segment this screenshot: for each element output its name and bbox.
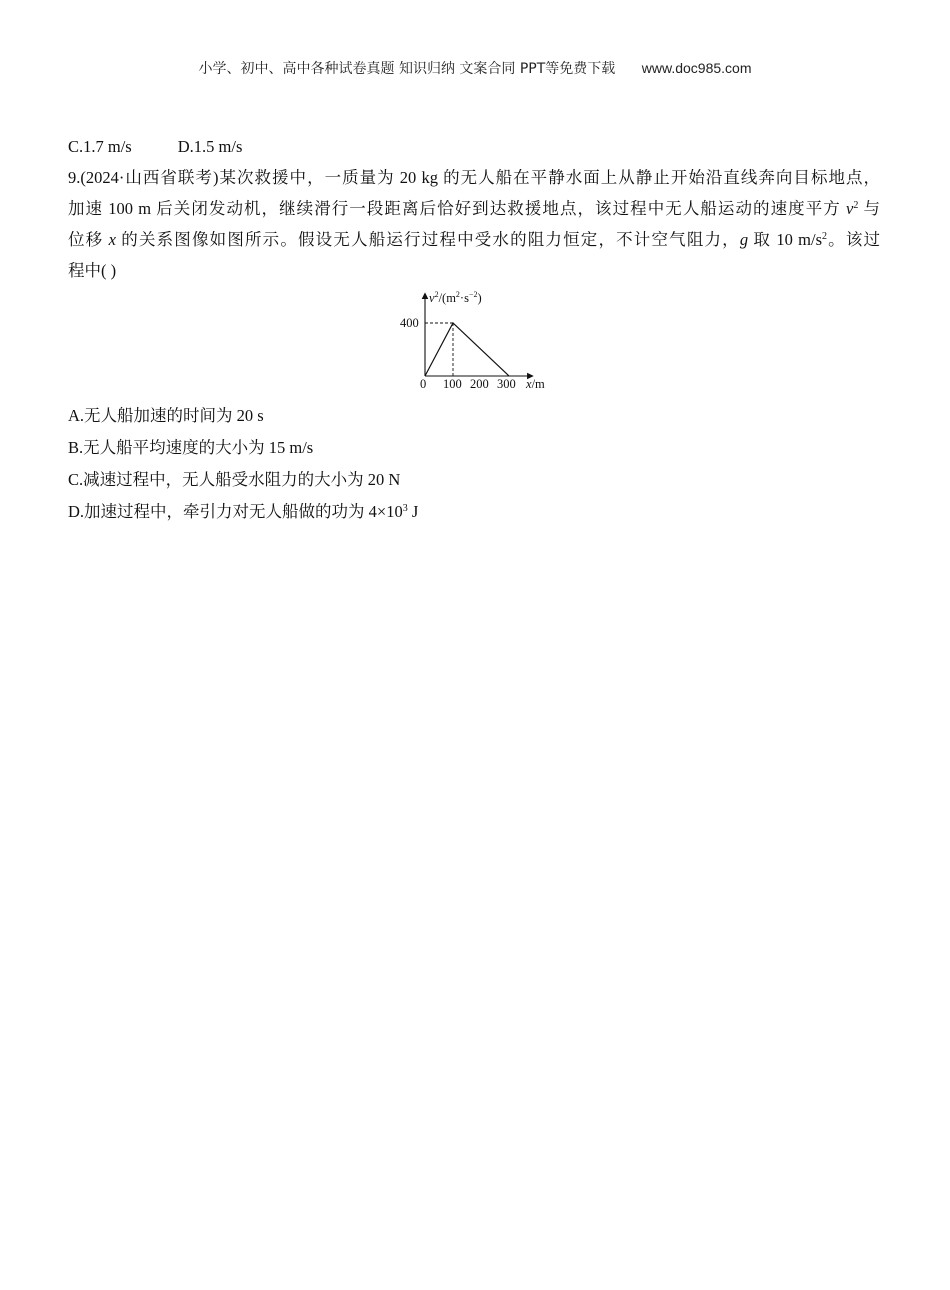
x-axis-label: x/m bbox=[526, 377, 545, 391]
y-tick-400: 400 bbox=[400, 316, 419, 330]
option-d: D.加速过程中，牵引力对无人船做的功为 $4\times 10^3$ J bbox=[68, 502, 419, 521]
prev-option-c: C.1.7 m/s bbox=[68, 137, 132, 156]
question-line-3: 位移 x 的关系图像如图所示。假设无人船运行过程中受水的阻力恒定，不计空气阻力，g 取 10 $m/s^2$。该过 bbox=[68, 230, 881, 249]
y-axis-label: $v^2/(m^2\cdot s^{-2})$ bbox=[429, 290, 482, 305]
answer-options bbox=[68, 400, 418, 528]
question-number: 9.(2024·山西省联考) bbox=[68, 168, 219, 187]
question-block bbox=[68, 131, 880, 286]
option-a: A.无人船加速的时间为 20 s bbox=[68, 406, 264, 425]
header-site: www.doc985.com bbox=[641, 60, 752, 76]
x-tick-300: 300 bbox=[497, 377, 516, 391]
question-line-2: 加速 100 m 后关闭发动机，继续滑行一段距离后恰好到达救援地点，该过程中无人船运动的速度平方 $v^2$ 与 bbox=[68, 199, 880, 218]
page-header bbox=[0, 58, 950, 78]
previous-options bbox=[68, 131, 880, 162]
option-b: B.无人船平均速度的大小为 15 m/s bbox=[68, 438, 314, 457]
v2-x-graph bbox=[390, 288, 570, 396]
graph-curve bbox=[425, 323, 509, 376]
x-tick-100: 100 bbox=[443, 377, 462, 391]
origin-label: 0 bbox=[420, 377, 427, 391]
header-text: 小学、初中、高中各种试卷真题 知识归纳 文案合同 PPT等免费下载 bbox=[198, 61, 616, 77]
x-tick-200: 200 bbox=[470, 377, 489, 391]
question-line-1: 9.(2024·山西省联考)某次救援中，一质量为 20 kg 的无人船在平静水面上从静止开始沿直线奔向目标地点， bbox=[68, 168, 881, 187]
question-line-4: 程中( ) bbox=[68, 261, 117, 280]
prev-option-d: D.1.5 m/s bbox=[177, 137, 243, 156]
option-c: C.减速过程中，无人船受水阻力的大小为 20 N bbox=[68, 470, 401, 489]
